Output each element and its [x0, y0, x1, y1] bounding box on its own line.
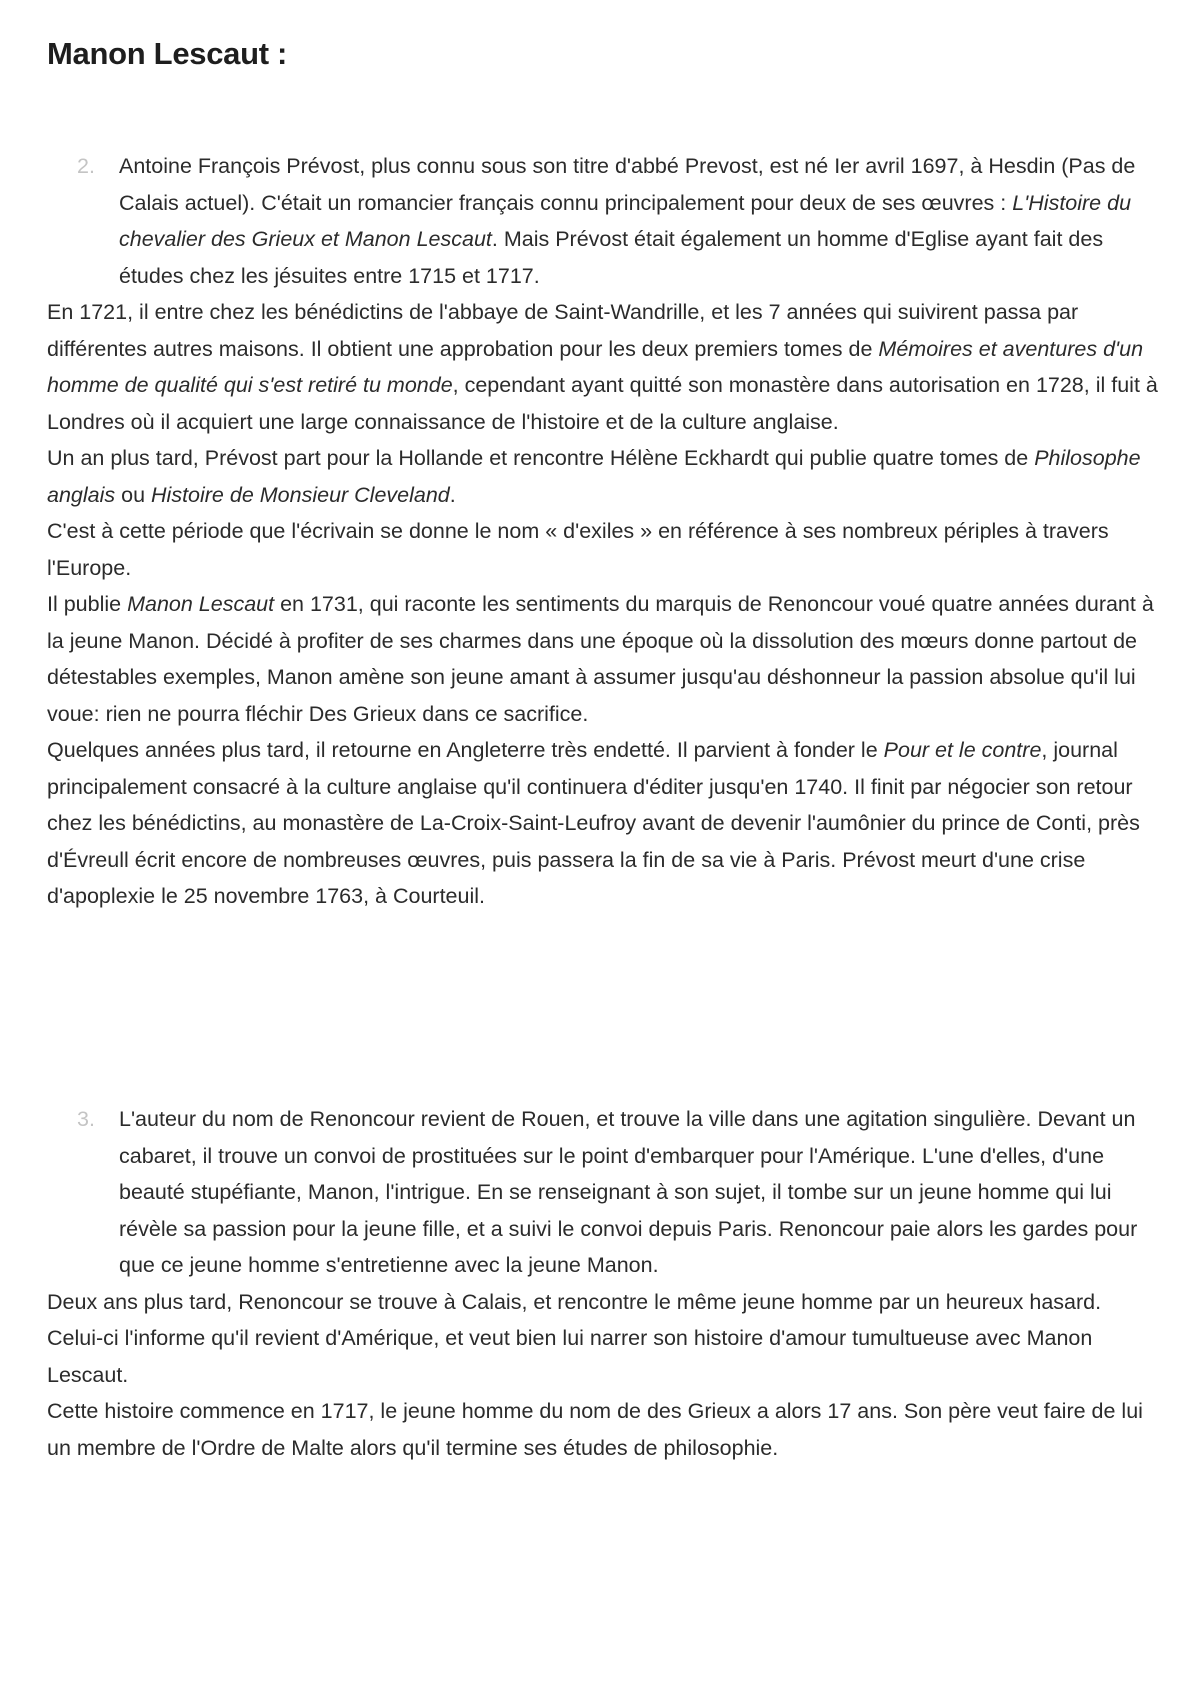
paragraph: En 1721, il entre chez les bénédictins de l'abbaye de Saint-Wandrille, et les 7 années qui suivirent passa par différentes autres maisons. Il obtient une approbation pour les deux premiers tomes de Mémoires et aventures d'un homme de qualité qui s'est retiré tu monde, cependant ayant quitté son monastère dans autorisation en 1728, il fuit à Londres où il acquiert une large connaissance de l'histoire et de la culture anglaise.: [47, 300, 1158, 434]
list-item-2: [47, 148, 1162, 294]
list-item-text: L'auteur du nom de Renoncour revient de Rouen, et trouve la ville dans une agitation singulière. Devant un cabaret, il trouve un convoi de prostituées sur le point d'embarquer pour l'Amérique. L'une d'elles, d'une beauté stupéfiante, Manon, l'intrigue. En se renseignant à son sujet, il tombe sur un jeune homme qui lui révèle sa passion pour la jeune fille, et a suivi le convoi depuis Paris. Renoncour paie alors les gardes pour que ce jeune homme s'entretienne avec la jeune Manon.: [119, 1107, 1138, 1277]
section-2: [47, 148, 1162, 915]
list-item-text: Antoine François Prévost, plus connu sous son titre d'abbé Prevost, est né Ier avril 1697, à Hesdin (Pas de Calais actuel). C'était un romancier français connu principalement pour deux de ses œuvres : L'Histoire du chevalier des Grieux et Manon Lescaut. Mais Prévost était également un homme d'Eglise ayant fait des études chez les jésuites entre 1715 et 1717.: [119, 154, 1136, 288]
paragraph: Il publie Manon Lescaut en 1731, qui raconte les sentiments du marquis de Renoncour voué quatre années durant à la jeune Manon. Décidé à profiter de ses charmes dans une époque où la dissolution des mœurs donne partout de détestables exemples, Manon amène son jeune amant à assumer jusqu'au déshonneur la passion absolue qu'il lui voue: rien ne pourra fléchir Des Grieux dans ce sacrifice.: [47, 592, 1154, 726]
page-title: Manon Lescaut :: [47, 36, 288, 71]
list-number: 2.: [77, 154, 95, 178]
paragraph: Quelques années plus tard, il retourne en Angleterre très endetté. Il parvient à fonder le Pour et le contre, journal principalement consacré à la culture anglaise qu'il continuera d'éditer jusqu'en 1740. Il finit par négocier son retour chez les bénédictins, au monastère de La-Croix-Saint-Leufroy avant de devenir l'aumônier du prince de Conti, près d'Évreull écrit encore de nombreuses œuvres, puis passera la fin de sa vie à Paris. Prévost meurt d'une crise d'apoplexie le 25 novembre 1763, à Courteuil.: [47, 738, 1140, 908]
list-number: 3.: [77, 1107, 95, 1131]
paragraph: C'est à cette période que l'écrivain se donne le nom « d'exiles » en référence à ses nombreux périples à travers l'Europe.: [47, 519, 1109, 580]
paragraph: Un an plus tard, Prévost part pour la Hollande et rencontre Hélène Eckhardt qui publie quatre tomes de Philosophe anglais ou Histoire de Monsieur Cleveland.: [47, 446, 1141, 507]
section-3: [47, 1101, 1162, 1466]
paragraph: Deux ans plus tard, Renoncour se trouve à Calais, et rencontre le même jeune homme par un heureux hasard. Celui-ci l'informe qu'il revient d'Amérique, et veut bien lui narrer son histoire d'amour tumultueuse avec Manon Lescaut.: [47, 1289, 1102, 1387]
list-item-3: [47, 1101, 1162, 1284]
paragraph: Cette histoire commence en 1717, le jeune homme du nom de des Grieux a alors 17 ans. Son père veut faire de lui un membre de l'Ordre de Malte alors qu'il termine ses études de philosophie.: [47, 1399, 1143, 1460]
